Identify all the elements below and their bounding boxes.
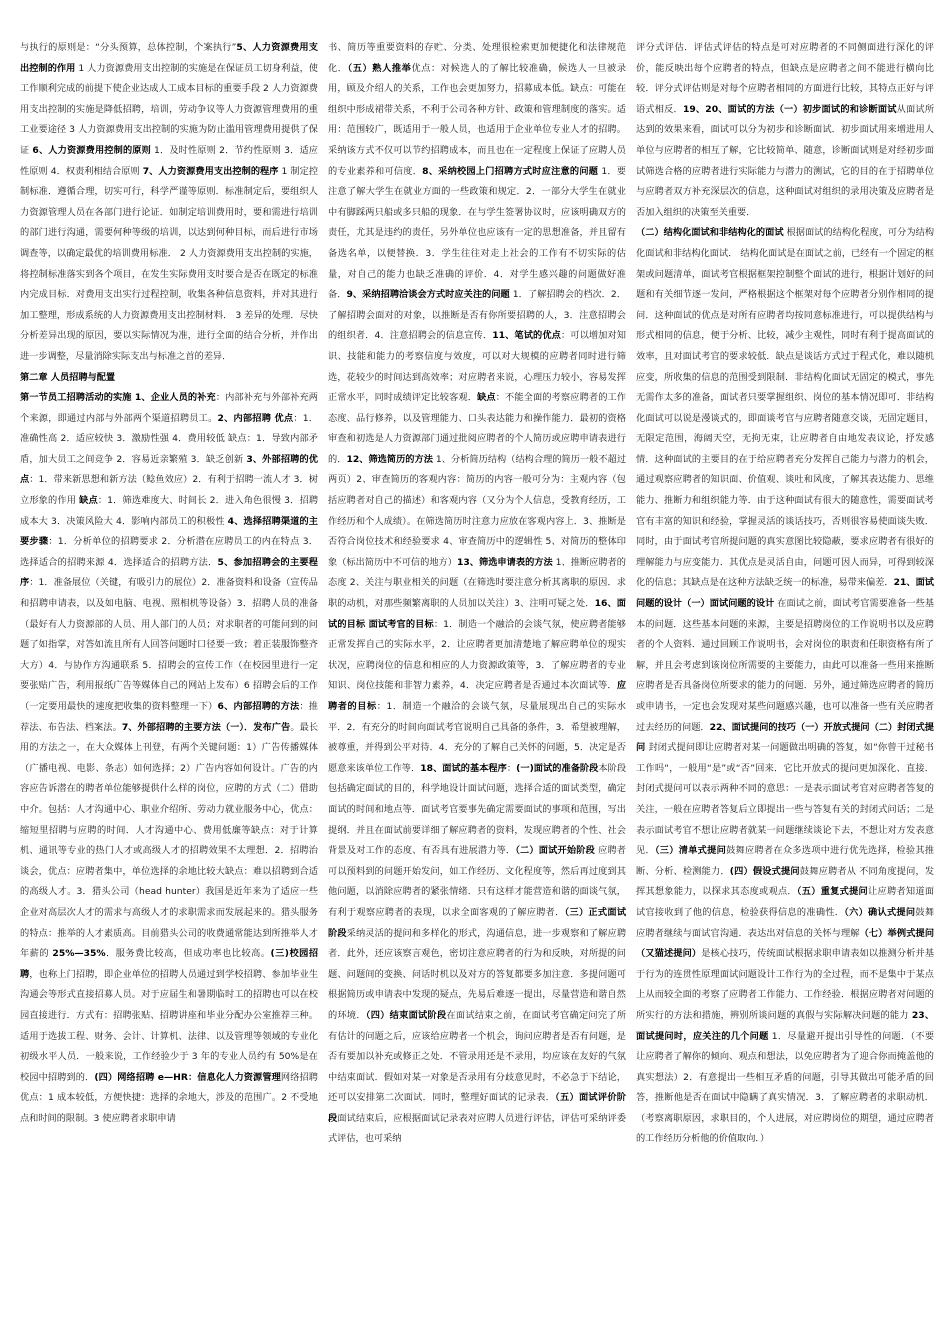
paragraph xyxy=(20,388,318,1129)
bold-heading-text: （六）确认式提问 xyxy=(844,906,916,918)
bold-heading-text: 第二章 人员招聘与配置 xyxy=(20,371,116,383)
body-text: 应聘者可以预料到的问题开始发问，如工作经历、文化程度等，然后再过度到其他问题，以消除应聘者的紧张情绪．只有这样才能营造和谐的面谈气氛，有利于观察应聘者的表现，以求全面客观的了解应聘者． xyxy=(328,845,626,918)
body-text: ：1．分析单位的招聘要求 2．分析潜在应聘员工的内在特点 3．选择适合的招聘来源 4．选择适合的招聘方法． xyxy=(20,536,318,568)
body-text: ：1．筛选难度大、时间长 2．进入角色很慢 3．招聘成本大 3．决策风险大 4．影响内部员工的积极性 xyxy=(20,495,318,527)
body-text: 1．了解招聘会的档次．2．了解招聘会面对的对象，以推断是否有你所要招聘的人，3．注意招聘会的组织者．4．注意招聘会的信息宣传． xyxy=(328,289,626,342)
bold-heading-text: （三）清单式提问 xyxy=(654,845,727,857)
body-text: ：1．制造一个融洽的会谈气氛，尽量展现出自己的实际水平．2．有充分的时间向面试考官说明自己具备的条件，3．希望被理解，被尊重，并得到公平对待．4．充分的了解自己关怀的问题，5．决定是否愿意来该单位工作等． xyxy=(328,701,626,774)
bold-heading-text: (四）假设式提问 xyxy=(729,865,800,877)
bold-heading-text: 4、选择招聘渠道的主要步骤 xyxy=(20,515,318,548)
body-text: ：推荐法、布告法、档案法。 xyxy=(20,701,318,733)
bold-heading-text: (一)面试的准备阶段 xyxy=(516,762,599,774)
body-text: ：1．准备展位（关键，有吸引力的展位）2．准备资料和设备（宣传品和招聘申请表，以及如电脑、电视、照相机等设备）3．招聘人员的准备（最好有人力资源部的人员、用人部门的人员；对求职者的可能问到的问题了如指掌，对答如流且所有人回答问题时口径要一致；着正装服饰整齐大方）4．与协作方沟通联系 5．招聘会的宣传工作（在校园里进行一定要张贴广告，利用报纸广告等媒体自己的网站上发布）6 招聘会后的工作（一定要用最快的速度把收集的资料整理一下） xyxy=(20,577,318,712)
bold-heading-text: （二）面试开始阶段 xyxy=(515,845,595,857)
body-text: 与执行的原则是：“分头预算，总体控制，个案执行” xyxy=(20,42,237,53)
bold-heading-text: （七）举例式提问（又猫述提问） xyxy=(636,927,934,960)
body-text: 1．及时性原则 2．节约性原则 3．适应性原则 4．权责利相结合原则 xyxy=(20,144,318,177)
body-text: 在面试结束之前，在面试考官确定问完了所有估计的问题之后，应该给应聘者一个机会，询问应聘者是否有问题，是否有要加以补充或修正之处．不管录用还是不录用，均应该在友好的气氛中结束面试．假如对某一对象是否录用有分歧意见时，不必急于下结论，还可以安排第二次面试．同时，整理好面试的记录表． xyxy=(328,1009,626,1104)
body-text: 采纳灵活的提问和多样化的形式，沟通信息，进一步观察和了解应聘者．此外，还应该察言观色，密切注意应聘者的行为和反映，对所提的问题、问题间的变换、问话时机以及对方的答复都要多加注意．多提问题可根据简历或申请表中发现的疑点，先易后难逐一提出，尽量营造和谐自然的环境． xyxy=(328,927,626,1021)
bold-heading-text: 22、面试提问的技巧（一）开放式提问（二）封闭式提问 xyxy=(636,721,934,754)
body-text: 1、分析简历结构（结构合理的简历一般不超过两页）2、审查简历的客观内容：简历的内容一般可分为：主观内容（包括应聘者对自己的描述）和客观内容（又分为个人信息，受教育经历，工作经历和个人成绩）。在筛选简历时注意力应放在客观内容上．3、推断是否符合岗位技术和经验要求 4、审查简历中的逻辑性 5、对简历的整体印象（标出简历中不可信的地方） xyxy=(328,453,626,568)
body-text: 1 制定控制标准．遵循合理，切实可行，科学严谨等原则．标准制定后，要组织人力资源管理人员在各部门进行论证．如制定培训费用时，要和需进行培训的部门进行沟通，需要何种等级的培训，以达到何种目标，而后进行市场调查等，以确定最优的培训费用标准． 2 人力资源费用支出控制的实施，将控制标准落实到各个项目，在发生实际费用支时要合是否在既定的标准内完成目标．对费用支出实行过程控制，收集各种信息资料，并对其进行加工整理，形成系统的人力资源费用支出控制材料． 3 差异的处理．尽快分析差异出现的原因，要以实际情况为准，进行全面的结合分析，并作出进一步调整，尽量消除实际支出与标准之首的差异． xyxy=(20,165,318,362)
bold-heading-text: 缺点 xyxy=(79,495,98,507)
body-text: 1．尽量避开提出引导性的问题．（不要让应聘者了解你的倾向、观点和想法，以免应聘者为了迎合你而掩盖他的真实想法）2．有意提出一些相互矛盾的问题，引导其做出可能矛盾的回答，推断他是否在面试中隐瞒了真实情况．3．了解应聘者的求职动机．（考察离职原因，求职目的，个人进展，对应聘岗位的期望，通过应聘者的工作经历分析他的价值取向．） xyxy=(636,1030,934,1145)
body-text: ．服务费比较高，但成功率也比较高。 xyxy=(105,948,271,960)
paragraph xyxy=(636,223,934,1150)
body-text: 面试结束后，应根据面试记录表对应聘人员进行评估，评估可采纳评委式评估，也可采纳 xyxy=(328,1112,626,1145)
bold-heading-text: 12、筛选简历的方法 xyxy=(346,453,433,465)
bold-heading-text: 缺点 xyxy=(477,392,496,404)
paragraph xyxy=(328,38,626,1150)
bold-heading-text: （二）结构化面试和非结构化的面试 xyxy=(636,227,784,239)
body-text: 1 人力资源费用支出控制的实施是在保证员工切身利益，使工作顺利完成的前提下使企业达成人工成本目标的重要手段 2 人力资源费用支出控制的实施是降低招聘，培训，劳动争议等人力资源管理费用的重工业要途径 3 人力资源费用支出控制的实施为防止滥用管理费用提供了保证 xyxy=(20,62,318,156)
text-column-middle xyxy=(328,38,626,1324)
body-text: 鼓舞应聘者继续与面试官沟通．表达出对信息的关怀与理解 xyxy=(636,906,934,939)
body-text: 鼓舞应聘者从 不同角度提问，发挥其想象能力，以探求其态度或观点． xyxy=(636,865,934,898)
paragraph xyxy=(636,38,934,223)
bold-heading-text: （五）重复式提问 xyxy=(796,886,869,898)
body-text: 封闭式提问即让应聘者对某一问题做出明确的答复，如“你曾干过秘书工作吗“，一般用“是”或“否”回来．它比开放式的提问更加深化、直接．封闭式提问可以表示两种不同的意思：一是表示面试考官对应聘者答复的关注，一般在应聘者答复后立即提出一些与答复有关的封闭式问话；二是表示面试考官不想让应聘者就某一问题继续谈论下去，不想让对方发表意见． xyxy=(636,742,934,857)
body-text: ：1．带来新思想和新方法（鲶鱼效应）2．有利于招聘一流人才 3．树立形象的作用 xyxy=(20,474,318,507)
body-text: 本阶段包括确定面试的目的，科学地设计面试问题，选择合适的面试类型，确定面试的时间和地点等．面试考官要事先确定需要面试的事项和范围，写出提纲．并且在面试前要详细了解应聘者的资料，发现应聘者的个性、社会背景及对工作的态度、有否具有进展潜力等． xyxy=(328,762,626,857)
body-text: ： xyxy=(506,762,517,774)
body-text: 网络招聘优点：1 成本较低，方便快捷：选择的余地大，涉及的范围广。2 不受地点和时间的限制。3 使应聘者求职申请 xyxy=(20,1071,318,1124)
bold-heading-text: （四）结束面试阶段 xyxy=(365,1009,447,1021)
bold-heading-text: 7、人力资源费用支出控制的程序 xyxy=(142,165,279,177)
bold-heading-text: （三）正式面试阶段 xyxy=(328,906,626,939)
body-text: 书、简历等重要资料的存贮、分类、处理很检索更加便捷化和法律规范化． xyxy=(328,42,626,74)
bold-heading-text: 23、面试提问时，应关注的几个问题 xyxy=(636,1009,934,1042)
body-text: 1、推断应聘者的态度 2、关注与职业相关的问题（在筛选时要注意分析其离职的原因．求职的动机，对那些频繁离职的人员加以关注）3、注明可疑之处． xyxy=(328,556,626,610)
bold-heading-text: 7、外部招聘的主要方法（一）．发布广告 xyxy=(121,721,291,733)
body-text: ：不能全面的考察应聘者的工作态度、品行修养，以及管理能力、口头表达能力和操作能力．最初的资格审查和初选是人力资源部门通过批阅应聘者的个人简历或应聘申请表进行的． xyxy=(328,392,626,465)
body-text: 在面试之前，面试考官需要准备一些基本的问题．这些基本问题的来源，主要是招聘岗位的工作说明书以及应聘者的个人资料．通过回顾工作说明书，会对岗位的职责和任职资格有所了解，并且会考虑到该岗位所需要的主要能力，由此可以准备一些用来推断应聘者是否具备岗位所要求的能力的问题．另外，通过筛选应聘者的简历或申请书，一定也会发现对某些问题感兴趣，也可以准备一些有关应聘者过去经历的问题． xyxy=(636,598,934,733)
text-column-right xyxy=(636,38,934,1324)
body-text: 根据面试的结构化程度，可分为结构化面试和非结构化面试． 结构化面试是在面试之前，已经有一个固定的框架或问题清单，面试考官根据框架控制整个面试的进行，根据计划好的问题和有关细节逐一发问，严格根据这个框架对每个应聘者分别作相同的提问．这种面试的优点是对所有应聘者均按同意标准进行，可以提供结构与形式相同的信息，便于分析、比较，减少主观性，同时有利于提高面试的效率，且对面试考官的要求较低．缺点是谈话方式过于程式化，难以随机应变，所收集的信息的范围受到限制．非结构化面试无固定的模式，事先无需作太多的准备，面试者只要掌握组织、岗位的基本情况即可．非结构化面试可以说是漫谈式的，即面谈考官与应聘者随意交谈，无固定题目，无限定范围，海阔天空，无拘无束，让应聘者自由地发表议论，抒发感情．这种面试的主要目的在于给应聘者充分发挥自己能力与潜力的机会，通过观察应聘者的知识面、价值观、谈吐和风度，了解其表达能力、思维能力、推断力和组织能力等．由于这种面试有很大的随意性，需要面试考官有丰富的知识和经验，掌握灵活的谈话技巧，否则很容易使面谈失败．同时，由于面试考官所提问题的真实意图比较隐蔽，要求应聘者有很好的理解能力与应变能力．其优点是灵活自由，问题可因人而异，可得到较深化的信息；其缺点是在这种方法缺乏统一的标准，易带来偏差． xyxy=(636,227,934,589)
bold-heading-text: 3、外部招聘的优点 xyxy=(20,453,318,486)
body-text: 评分式评估．评估式评估的特点是可对应聘者的不同侧面进行深化的评价，能反映出每个应聘者的特点，但缺点是应聘者之间不能进行横向比较．评分式评估则是对每个应聘者相同的方面进行比较，其特点正好与评语式相反． xyxy=(636,42,934,115)
body-text: ，也称上门招聘，即企业单位的招聘人员通过到学校招聘、参加毕业生沟通会等形式直接招募人员。对于应届生和暑期临时工的招聘也可以在校园直接进行．方式有：招聘张贴、招聘讲座和毕业分配办公室推荐三种。适用于选拔工程、财务、会计、计算机、法律、以及管理等领域的专业化初级水平人员．一般来说，工作经验少于 3 年的专业人员约有 50%是在校园中招聘到的． xyxy=(20,968,318,1083)
body-text: ：内部补充与外部补充两个来源，即通过内部与外部两个渠道招聘员工。 xyxy=(20,392,318,424)
paragraph xyxy=(20,38,318,368)
bold-heading-text: 16、面试的目标 面试考官的目标 xyxy=(328,598,626,630)
bold-heading-text: （五）面试评价阶段 xyxy=(328,1092,626,1124)
bold-heading-text: 5、人力资源费用支出控制的作用 xyxy=(20,42,318,74)
paragraph xyxy=(20,368,318,389)
body-text: 鼓舞应聘者在众多选项中进行优先选择，检验其推断、分析、检测能力． xyxy=(636,845,934,877)
body-text: ：1．准确性高 2．适应较快 3．激励性强 4．费用较低 缺点：1．导致内部矛盾，加大员工之间竞争 2．容易近亲繁殖 3．缺乏创新 xyxy=(20,412,318,465)
bold-heading-text: 6、人力资源费用控制的原则 xyxy=(32,144,151,156)
body-text: ：可以增加对知识、技能和能力的考察信度与效度，可以对大规模的应聘者同时进行筛选，花较少的时间达到高效率；对应聘者来说，心理压力较小，容易发挥正常水平，同时成绩评定比较客观． xyxy=(328,330,626,404)
bold-heading-text: 第一节员工招聘活动的实施 1、企业人员的补充 xyxy=(20,392,216,404)
body-text: 1．要注意了解大学生在就业方面的一些政策和规定．2．一部分大学生在就业中有脚踩两只船或多只船的现象．在与学生签署协议时，应该明确双方的责任，尤其是违约的责任，另外单位也应该有一定的思想准备，并且留有备选名单，以便替换．3．学生往往对走上社会的工作有不切实际的估量，对自己的能力也缺乏准确的评价．4．对学生感兴趣的问题做好准备． xyxy=(328,165,626,301)
body-text: 让应聘者知道面试官接收到了他的信息，检验获得信息的准确性． xyxy=(636,886,934,918)
body-text: 是核心技巧，传统面试根据求职申请表如以推测分析并基于行为的连贯性原理面试问题设计工作行为的全过程，而不是集中于某点上从而较全面的考察了应聘者工作能力、工作经验．根据应聘者对问题的所实行的方法和措施，辨别所谈问题的真假与实际解决问题的能力 xyxy=(636,948,934,1021)
bold-heading-text: （五）熟人推举 xyxy=(347,62,412,74)
bold-heading-text: 18、面试的基本程序 xyxy=(420,762,507,774)
bold-heading-text: 19、20、面试的方法（一）初步面试的和诊断面试 xyxy=(682,103,897,115)
bold-heading-text: 21、面试问题的设计（一）面试问题的设计 xyxy=(636,577,934,610)
bold-heading-text: (三)校园招聘 xyxy=(20,948,318,980)
bold-heading-text: 应聘者的目标 xyxy=(328,680,626,712)
bold-heading-text: 8、采纳校园上门招聘方式时应注意的问题 xyxy=(422,165,599,177)
bold-heading-text: 6、内部招聘的方法 xyxy=(217,701,300,712)
bold-heading-text: (四）网络招聘 e—HR：信息化人力资源管理 xyxy=(94,1071,281,1083)
body-text: 。最长用的方法之一，在大众媒体上刊登，有两个关键问题：1）广告传播媒体（广播电视、电影、条志）如何选择；2）广告内容如何设计。广告的内容应告诉潜在的聘者单位能够提供什么样的岗位，应聘的方式（二）借助中介。包括：人才沟通中心、职业介绍所、劳动力就业服务中心，优点：缩短里招聘与应聘的时间．人才沟通中心、费用低廉等缺点：对于计算机、通讯等专业的热门人才或高级人才的招聘效果不太理想．2．招聘治谈会，优点：应聘者集中，单位选择的余地比较大缺点：难以招聘到合适的高级人才。3．猎头公司（head hunter）我国是近年来为了适应一些企业对高层次人才的需求与高级人才的求职需求而发展起来的。猎头服务的特点：推举的人才素质高。目前猎头公司的收费通常能达到所推举人才年薪的 xyxy=(20,721,318,960)
bold-heading-text: 13、筛选申请表的方法 xyxy=(456,556,553,568)
bold-heading-text: 11、笔试的优点 xyxy=(492,330,561,342)
text-column-left xyxy=(20,38,318,1324)
bold-heading-text: 9、采纳招聘洽谈会方式时应关注的问题 xyxy=(346,289,510,301)
body-text: ：1．制造一个融洽的会谈气氛，使应聘者能够正常发挥自己的实际水平，2．让应聘者更加清楚地了解应聘单位的现实状况，应聘岗位的信息和相应的人力资源政策等，3．了解应聘者的专业知识、岗位技能和非智力素养，4．决定应聘者是否通过本次面试等． xyxy=(328,618,626,692)
body-text: 从面试所达到的效果来看，面试可以分为初步和诊断面试．初步面试用来增进用人单位与应聘者的相互了解，它比较简单、随意，诊断面试则是对经初步面试筛选合格的应聘者进行实际能力与潜力的测试，它的目的在于招聘单位与应聘者双方补充深层次的信息，这种面试对组织的录用决策及应聘者是否加入组织的决策至关重要． xyxy=(636,103,934,218)
body-text: 优点：对候选人的了解比较准确，候选人一旦被录用，顾及介绍人的关系，工作也会更加努力，招募成本低。缺点：可能在组织中形成裙带关系，不利于公司各种方针、政策和管理制度的落实。适用：范围较广，既适用于一般人员，也适用于企业单位专业人才的招聘。采纳该方式不仅可以节约招聘成本，而且也在一定程度上保证了应聘人员的专业素养和可信度． xyxy=(328,62,626,177)
bold-heading-text: 2、内部招聘 优点 xyxy=(217,412,294,424)
bold-heading-text: 5、参加招聘会的主要程序 xyxy=(20,556,318,589)
bold-heading-text: 25%—35% xyxy=(52,948,106,960)
